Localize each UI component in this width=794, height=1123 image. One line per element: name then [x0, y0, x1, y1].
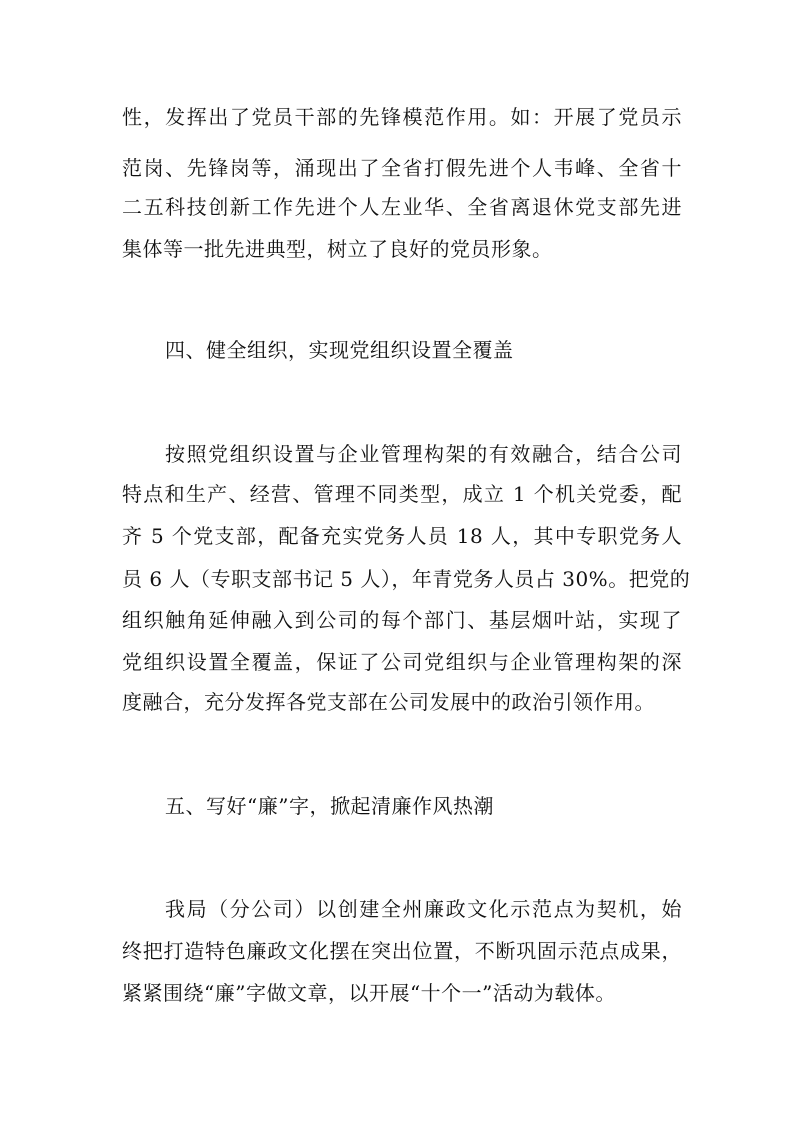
paragraph-2-line-4: 员 6 人（专职支部书记 5 人），年青党务人员占 30%。把党的 [122, 567, 691, 591]
section-heading-4: 四、健全组织，实现党组织设置全覆盖 [165, 338, 514, 362]
paragraph-3-line-3: 紧紧围绕“廉”字做文章，以开展“十个一”活动为载体。 [122, 981, 616, 1005]
section-heading-5: 五、写好“廉”字，掀起清廉作风热潮 [165, 794, 494, 818]
paragraph-1-line-2: 范岗、先锋岗等，涌现出了全省打假先进个人韦峰、全省十 [122, 156, 682, 180]
paragraph-1-line-4: 集体等一批先进典型，树立了良好的党员形象。 [122, 237, 553, 261]
paragraph-2-line-7: 度融合，充分发挥各党支部在公司发展中的政治引领作用。 [122, 690, 655, 714]
paragraph-2-line-1: 按照党组织设置与企业管理构架的有效融合，结合公司 [165, 442, 682, 466]
paragraph-2-line-6: 党组织设置全覆盖，保证了公司党组织与企业管理构架的深 [122, 650, 682, 674]
paragraph-1-line-3: 二五科技创新工作先进个人左业华、全省离退休党支部先进 [122, 195, 682, 219]
paragraph-2-line-5: 组织触角延伸融入到公司的每个部门、基层烟叶站，实现了 [122, 608, 682, 632]
paragraph-2-line-2: 特点和生产、经营、管理不同类型，成立 1 个机关党委，配 [122, 482, 682, 506]
paragraph-2-line-3: 齐 5 个党支部，配备充实党务人员 18 人，其中专职党务人 [122, 524, 682, 548]
paragraph-3-line-2: 终把打造特色廉政文化摆在突出位置，不断巩固示范点成果， [122, 939, 682, 963]
paragraph-1-line-1: 性，发挥出了党员干部的先锋模范作用。如：开展了党员示 [122, 105, 682, 129]
paragraph-3-line-1: 我局（分公司）以创建全州廉政文化示范点为契机，始 [165, 897, 682, 921]
